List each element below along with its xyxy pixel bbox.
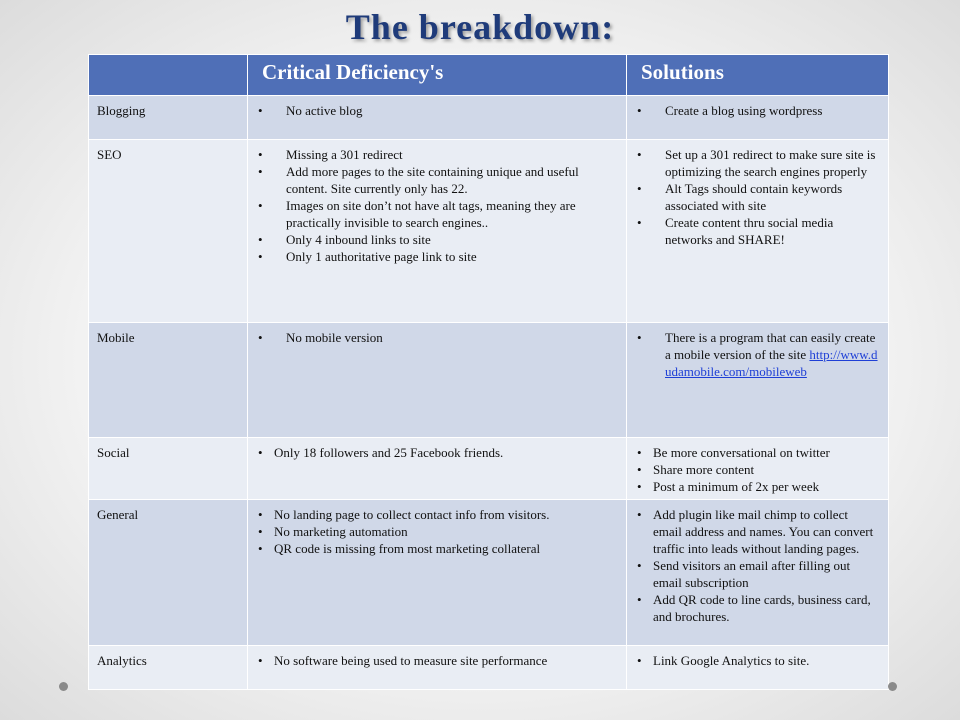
row-label-general: General xyxy=(89,500,248,646)
table-row xyxy=(89,323,889,438)
row-label-seo: SEO xyxy=(89,140,248,323)
dudamobile-link[interactable]: http://www.dudamobile.com/mobileweb xyxy=(665,347,878,379)
list-item: • Create a blog using wordpress xyxy=(635,102,880,119)
list-item: • No active blog xyxy=(256,102,618,119)
list-item: • Share more content xyxy=(635,461,880,478)
table-header-row xyxy=(89,55,889,96)
header-blank xyxy=(89,55,248,96)
deficiency-cell xyxy=(248,323,627,438)
solution-text: There is a program that can easily create a mobile version of the site xyxy=(665,330,876,362)
list-item: • Add QR code to line cards, business card, and brochures. xyxy=(635,591,880,625)
row-label-social: Social xyxy=(89,438,248,500)
deficiency-cell xyxy=(248,140,627,323)
list-item: • Be more conversational on twitter xyxy=(635,444,880,461)
list-item: • Set up a 301 redirect to make sure site is optimizing the search engines properly xyxy=(635,146,880,180)
list-item: • Create content thru social media networks and SHARE! xyxy=(635,214,880,248)
header-solutions: Solutions xyxy=(627,55,889,96)
table-row xyxy=(89,438,889,500)
list-item: • Link Google Analytics to site. xyxy=(635,652,880,669)
deficiency-cell xyxy=(248,438,627,500)
deficiency-cell xyxy=(248,646,627,690)
list-item: • Send visitors an email after filling out email subscription xyxy=(635,557,880,591)
solution-cell xyxy=(627,323,889,438)
list-item: • Missing a 301 redirect xyxy=(256,146,618,163)
table-row xyxy=(89,646,889,690)
list-item: • QR code is missing from most marketing collateral xyxy=(256,540,618,557)
deficiency-cell xyxy=(248,500,627,646)
list-item: • No marketing automation xyxy=(256,523,618,540)
list-item: • Only 4 inbound links to site xyxy=(256,231,618,248)
row-label-mobile: Mobile xyxy=(89,323,248,438)
list-item: • Only 18 followers and 25 Facebook friends. xyxy=(256,444,618,461)
table-row xyxy=(89,140,889,323)
table-row xyxy=(89,96,889,140)
header-critical-deficiencies: Critical Deficiency's xyxy=(248,55,627,96)
list-item: • Alt Tags should contain keywords associated with site xyxy=(635,180,880,214)
list-item: • Add plugin like mail chimp to collect email address and names. You can convert traffic into leads without landing pages. xyxy=(635,506,880,557)
decorative-dot-right xyxy=(888,682,897,691)
list-item: • Only 1 authoritative page link to site xyxy=(256,248,618,265)
list-item: • Images on site don’t not have alt tags, meaning they are practically invisible to search engines.. xyxy=(256,197,618,231)
breakdown-table xyxy=(88,54,889,690)
slide-title: The breakdown: xyxy=(345,7,615,47)
list-item: • Post a minimum of 2x per week xyxy=(635,478,880,495)
list-item: • No landing page to collect contact info from visitors. xyxy=(256,506,618,523)
deficiency-cell xyxy=(248,96,627,140)
solution-cell xyxy=(627,500,889,646)
solution-cell xyxy=(627,96,889,140)
row-label-blogging: Blogging xyxy=(89,96,248,140)
solution-cell xyxy=(627,140,889,323)
row-label-analytics: Analytics xyxy=(89,646,248,690)
list-item: • Add more pages to the site containing unique and useful content. Site currently only has 22. xyxy=(256,163,618,197)
solution-cell xyxy=(627,438,889,500)
decorative-dot-left xyxy=(59,682,68,691)
list-item xyxy=(635,329,880,380)
list-item: • No software being used to measure site performance xyxy=(256,652,618,669)
list-item: • No mobile version xyxy=(256,329,618,346)
solution-cell xyxy=(627,646,889,690)
table-row xyxy=(89,500,889,646)
